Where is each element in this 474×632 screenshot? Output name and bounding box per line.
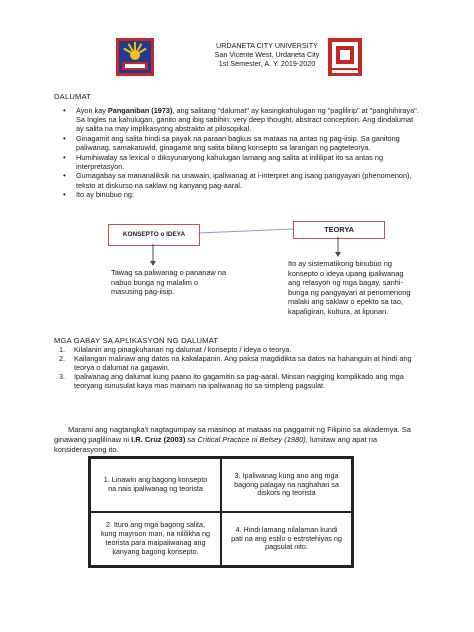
list-item: • Ayon kay Panganiban (1973), ang salitang "dalumat" ay kasingkahulugan ng "paglilirip" at "panghihiraya". Sa Ingles na kahulugan, ganito ang ibig sabihin: very deep thought, abstract conception. Ang dindalumat ay salita na may implikasyong abstrakto at pilosopikal. [56, 106, 421, 133]
gabay-list [54, 345, 426, 390]
list-item: • Ito ay binubuo ng: [56, 190, 421, 199]
list-item: 2. Kailangan malinaw ang datos na kakalapanin. Ang paksa magdidikta sa datos na hahanguin at hindi ang teorya o dalumat na gagawin. [59, 354, 412, 372]
considerations-table [88, 456, 354, 568]
semester-line: 1st Semester, A. Y. 2019-2020 [218, 58, 316, 68]
university-logo-left [116, 38, 154, 76]
table-cell: 4. Hindi lamang nilalaman kundi pati na ang estilo o estrstehiyas ng pagsulat nito. [221, 512, 352, 566]
university-name: URDANETA CITY UNIVERSITY [216, 41, 318, 50]
list-item: 3. Ipaliwanag ang dalumat kung paano ito gagamitin sa pag-aaral. Minsan nagiging komplikado ang mga teoryang isinusulat kaya mas mainam na ipaliwanag ito sa simpleng pagsulat. [59, 372, 404, 390]
teorya-description: Ito ay sistematikong binubuo ng konsepto o ideya upang ipaliwanag ang relasyon ng mga bagay, sanhi-bunga ng pangyayari at penomenong malaki ang saklaw o epekto sa tao, kapaligiran, kultura, at lipunan. [288, 259, 411, 316]
teorya-box [293, 221, 385, 239]
section-title-dalumat: DALUMAT [54, 92, 92, 101]
konsepto-label: KONSEPTO o IDEYA [122, 230, 186, 238]
konsepto-description: Tawag sa paliwanag o pananaw na nabuo bunga ng malalim o masusing pag-iisip. [111, 268, 227, 297]
konsepto-box [108, 224, 200, 246]
connector-line [198, 229, 293, 233]
section-title-gabay: MGA GABAY SA APLIKASYON NG DALUMAT [54, 336, 219, 345]
table-row [90, 458, 352, 512]
list-item: • Ginagamit ang salita hindi sa payak na paraan bagkus sa mataas na antas ng pag-iisip. Sa ganitong paliwanag, samakatuwid, ginagamit ang salita bilang konsepto sa larangan ng pagteteorya. [56, 134, 421, 152]
teorya-label: TEORYA [324, 224, 354, 234]
university-address: San Vicente West, Urdaneta City [214, 49, 320, 59]
list-item: 1. Kilalanin ang pinagkuhanan ng dalumat / konsepto / ideya o teorya. [59, 345, 292, 354]
list-item: • Gumagabay sa mananaliksik na unawain, ipaliwanag at i-interpret ang isang pangyayari (phenomenon), teksto at diskurso na saklaw ng kanyang pag-aaral. [56, 171, 421, 189]
left-arrow-head [150, 261, 156, 266]
table-cell: 2. Ituro ang mga bagong salita, kung mayroon man, na nililikha ng teorista para maipaliwanag ang kanyang bagong konsepto. [90, 512, 221, 566]
cruz-paragraph: Marami ang nagtangka't nagtagumpay sa masinop at mataas na paggamit ng Filipino sa akademya. Sa ginawang paglilinaw ni I.R. Cruz (2003) sa Critical Practice ni Belsey (1980), lumitaw ang apat na konsiderasyong ito. [54, 425, 411, 454]
table-cell: 3. Ipaliwanag kung ano ang mga bagong palagay na naghahari sa diskors ng teorista [221, 458, 352, 512]
table-row [90, 512, 352, 566]
right-arrow-head [335, 252, 341, 257]
table-cell: 1. Linawin ang bagong konsepto na nais ipaliwanag ng teorista [90, 458, 221, 512]
dalumat-bullet-list [56, 106, 421, 200]
document-header [152, 42, 382, 68]
list-item: • Humihiwalay sa lexical o diksyunaryong kahulugan lamang ang salita at inililipat ito sa antas ng interpretasyon. [56, 153, 421, 171]
